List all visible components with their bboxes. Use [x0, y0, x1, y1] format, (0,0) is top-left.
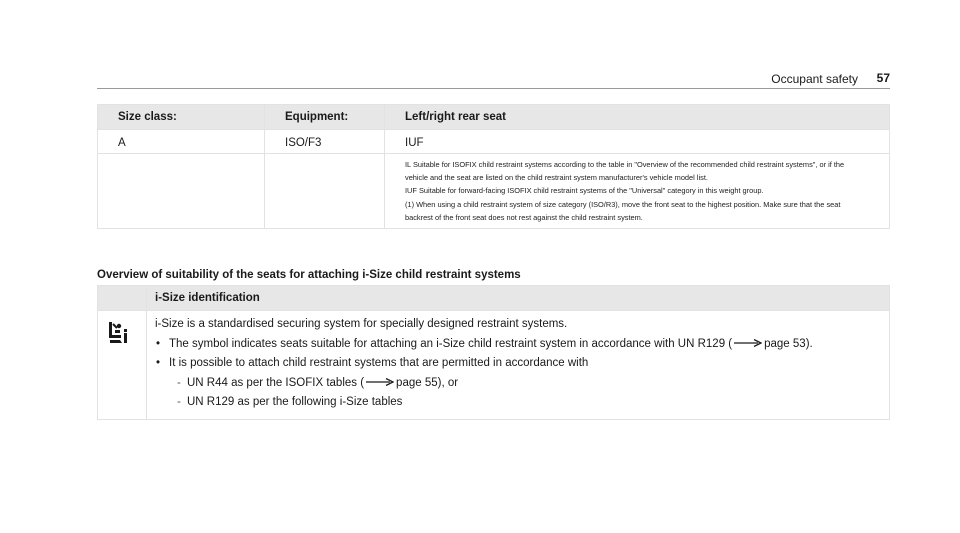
- cell-size-class: A: [98, 130, 265, 154]
- notes-cell: [385, 154, 890, 229]
- header-rule: [97, 88, 890, 89]
- section-heading: Overview of suitability of the seats for attaching i-Size child restraint systems: [97, 269, 521, 281]
- empty-cell: [98, 154, 265, 229]
- dash-text: UN R44 as per the ISOFIX tables (: [187, 376, 365, 389]
- table-row: [98, 130, 890, 154]
- list-item: [155, 354, 881, 374]
- page-reference-link[interactable]: page 55), or: [396, 376, 459, 389]
- col-header-size-class: Size class:: [98, 105, 265, 130]
- page-reference-link[interactable]: page 53).: [764, 337, 813, 350]
- isofix-size-table: [97, 104, 890, 229]
- sub-list-item: [155, 393, 881, 413]
- notes-row: [98, 154, 890, 229]
- table-header-row: [98, 286, 890, 311]
- icon-col-header: [98, 286, 147, 311]
- cell-rear-seat: IUF: [385, 130, 890, 154]
- i-size-child-seat-icon: [106, 336, 130, 348]
- page-number: 57: [876, 71, 890, 85]
- note-line: backrest of the front seat does not rest against the child restraint system.: [405, 212, 643, 222]
- dash-text: UN R129 as per the following i-Size tables: [187, 396, 403, 408]
- note-line: IUF Suitable for forward-facing ISOFIX child restraint systems of the "Universal" category in this weight group.: [405, 186, 764, 196]
- note-line: vehicle and the seat are listed on the child restraint system manufacturer's vehicle model list.: [405, 173, 708, 183]
- col-header-i-size-identification: i-Size identification: [147, 286, 890, 311]
- table-row: [98, 311, 890, 420]
- note-line: IL Suitable for ISOFIX child restraint systems according to the table in "Overview of the recommended child restraint systems", or if the: [405, 160, 845, 169]
- bullet-text: The symbol indicates seats suitable for attaching an i-Size child restraint system in accordance with UN R129 (: [169, 337, 733, 350]
- bullet-text: It is possible to attach child restraint systems that are permitted in accordance with: [169, 357, 589, 369]
- page-header: [97, 72, 890, 88]
- intro-text: i-Size is a standardised securing system for specially designed restraint systems.: [155, 318, 568, 330]
- table-header-row: [98, 105, 890, 130]
- cell-equipment: ISO/F3: [265, 130, 385, 154]
- sub-list-item: [155, 374, 881, 394]
- icon-cell: [98, 311, 147, 420]
- empty-cell: [265, 154, 385, 229]
- arrow-right-icon: [366, 378, 394, 386]
- list-item: [155, 335, 881, 355]
- i-size-table: [97, 285, 890, 420]
- section-title: Occupant safety: [771, 72, 858, 86]
- description-cell: [147, 311, 890, 420]
- col-header-equipment: Equipment:: [265, 105, 385, 130]
- note-line: (1) When using a child restraint system of size category (ISO/R3), move the front seat to the highest position. Make sure that the seat: [405, 199, 841, 209]
- col-header-rear-seat: Left/right rear seat: [385, 105, 890, 130]
- arrow-right-icon: [734, 339, 762, 347]
